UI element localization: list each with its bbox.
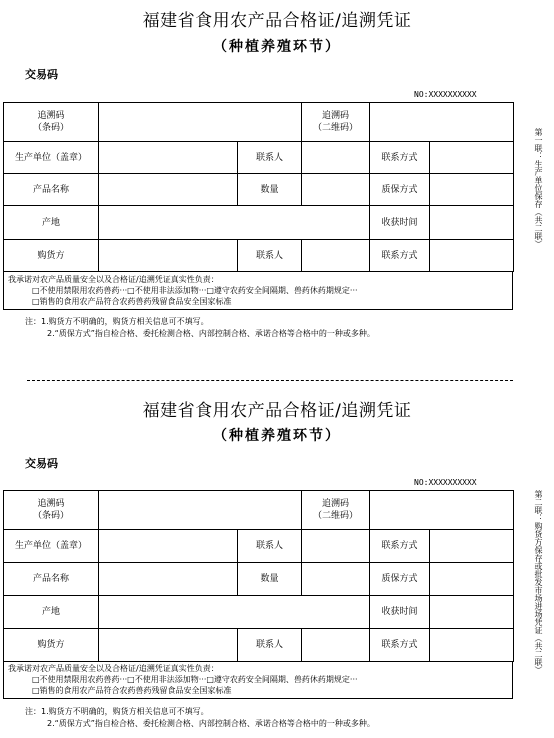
trace-qrcode-value[interactable] xyxy=(370,491,514,530)
origin-value[interactable] xyxy=(99,206,370,240)
table-row xyxy=(4,491,514,530)
table-row xyxy=(4,563,514,596)
contact-person-label: 联系人 xyxy=(238,530,302,563)
contact-method-value[interactable] xyxy=(430,530,514,563)
quality-method-value[interactable] xyxy=(430,563,514,596)
table-row xyxy=(4,530,514,563)
harvest-time-value[interactable] xyxy=(430,596,514,629)
notes xyxy=(25,316,375,340)
buyer-label: 购货方 xyxy=(4,629,99,662)
serial-number: NO:XXXXXXXXXX xyxy=(414,90,477,99)
contact-method-value[interactable] xyxy=(430,142,514,174)
trace-qrcode-label: 追溯码 （二维码） xyxy=(302,103,370,142)
buyer-contact-person-value[interactable] xyxy=(302,629,370,662)
document-subtitle: （种植养殖环节） xyxy=(213,428,341,444)
product-name-label: 产品名称 xyxy=(4,563,99,596)
contact-method-label: 联系方式 xyxy=(370,530,430,563)
quality-method-value[interactable] xyxy=(430,174,514,206)
document-subtitle: （种植养殖环节） xyxy=(213,39,341,55)
table-row xyxy=(4,206,514,240)
product-name-value[interactable] xyxy=(99,563,238,596)
table-row xyxy=(4,103,514,142)
buyer-contact-person-label: 联系人 xyxy=(238,240,302,272)
promise-heading: 我承诺对农产品质量安全以及合格证/追溯凭证真实性负责： xyxy=(8,275,219,284)
trace-qrcode-label: 追溯码 （二维码） xyxy=(302,491,370,530)
trace-barcode-value[interactable] xyxy=(99,491,302,530)
buyer-contact-method-label: 联系方式 xyxy=(370,240,430,272)
origin-value[interactable] xyxy=(99,596,370,629)
harvest-time-value[interactable] xyxy=(430,206,514,240)
contact-person-value[interactable] xyxy=(302,530,370,563)
buyer-contact-person-value[interactable] xyxy=(302,240,370,272)
origin-label: 产地 xyxy=(4,596,99,629)
product-name-label: 产品名称 xyxy=(4,174,99,206)
origin-label: 产地 xyxy=(4,206,99,240)
serial-number: NO:XXXXXXXXXX xyxy=(414,478,477,487)
trace-barcode-label: 追溯码 （条码） xyxy=(4,103,99,142)
trace-barcode-label: 追溯码 （条码） xyxy=(4,491,99,530)
producer-label: 生产单位（盖章） xyxy=(4,530,99,563)
promise-box xyxy=(3,661,513,699)
harvest-time-label: 收获时间 xyxy=(370,596,430,629)
buyer-label: 购货方 xyxy=(4,240,99,272)
quantity-label: 数量 xyxy=(238,174,302,206)
buyer-contact-method-value[interactable] xyxy=(430,240,514,272)
buyer-value[interactable] xyxy=(99,629,238,662)
document-title: 福建省食用农产品合格证/追溯凭证 xyxy=(142,401,412,421)
promise-heading: 我承诺对农产品质量安全以及合格证/追溯凭证真实性负责： xyxy=(8,664,219,673)
quantity-label: 数量 xyxy=(238,563,302,596)
buyer-contact-method-value[interactable] xyxy=(430,629,514,662)
trace-qrcode-value[interactable] xyxy=(370,103,514,142)
buyer-value[interactable] xyxy=(99,240,238,272)
note-1: 注：1.购货方不明确的，购货方相关信息可不填写。 xyxy=(25,707,209,716)
contact-person-label: 联系人 xyxy=(238,142,302,174)
producer-value[interactable] xyxy=(99,530,238,563)
promise-line-2[interactable]: □销售的食用农产品符合农药兽药残留食品安全国家标准 xyxy=(32,686,232,695)
copy-label: 第一联：生产单位保存（共二联） xyxy=(534,128,543,248)
producer-value[interactable] xyxy=(99,142,238,174)
quantity-value[interactable] xyxy=(302,174,370,206)
buyer-contact-method-label: 联系方式 xyxy=(370,629,430,662)
trace-barcode-value[interactable] xyxy=(99,103,302,142)
contact-person-value[interactable] xyxy=(302,142,370,174)
note-1: 注：1.购货方不明确的，购货方相关信息可不填写。 xyxy=(25,317,209,326)
producer-label: 生产单位（盖章） xyxy=(4,142,99,174)
quality-method-label: 质保方式 xyxy=(370,174,430,206)
tear-line xyxy=(27,380,513,381)
table-row xyxy=(4,240,514,272)
table-row xyxy=(4,174,514,206)
note-2: 2.“质保方式”指自检合格、委托检测合格、内部控制合格、承诺合格等合格中的一种或多种。 xyxy=(47,719,375,728)
promise-line-1[interactable]: □不使用禁限用农药兽药···□不使用非法添加物···□遵守农药安全间隔期、兽药休药期规定··· xyxy=(32,675,358,684)
note-2: 2.“质保方式”指自检合格、委托检测合格、内部控制合格、承诺合格等合格中的一种或多种。 xyxy=(47,329,375,338)
harvest-time-label: 收获时间 xyxy=(370,206,430,240)
notes xyxy=(25,706,375,730)
contact-method-label: 联系方式 xyxy=(370,142,430,174)
table-row xyxy=(4,142,514,174)
buyer-contact-person-label: 联系人 xyxy=(238,629,302,662)
promise-box xyxy=(3,272,513,310)
table-row xyxy=(4,596,514,629)
quality-method-label: 质保方式 xyxy=(370,563,430,596)
promise-line-1[interactable]: □不使用禁限用农药兽药···□不使用非法添加物···□遵守农药安全间隔期、兽药休药期规定··· xyxy=(32,286,358,295)
quantity-value[interactable] xyxy=(302,563,370,596)
trade-code-label: 交易码 xyxy=(25,457,58,470)
certificate-table xyxy=(3,490,514,662)
table-row xyxy=(4,629,514,662)
product-name-value[interactable] xyxy=(99,174,238,206)
certificate-table xyxy=(3,102,514,272)
document-title: 福建省食用农产品合格证/追溯凭证 xyxy=(142,11,412,31)
trade-code-label: 交易码 xyxy=(25,68,58,81)
copy-label: 第二联：购货方保存或批发市场进场凭证（共二联） xyxy=(534,490,543,674)
promise-line-2[interactable]: □销售的食用农产品符合农药兽药残留食品安全国家标准 xyxy=(32,297,232,306)
